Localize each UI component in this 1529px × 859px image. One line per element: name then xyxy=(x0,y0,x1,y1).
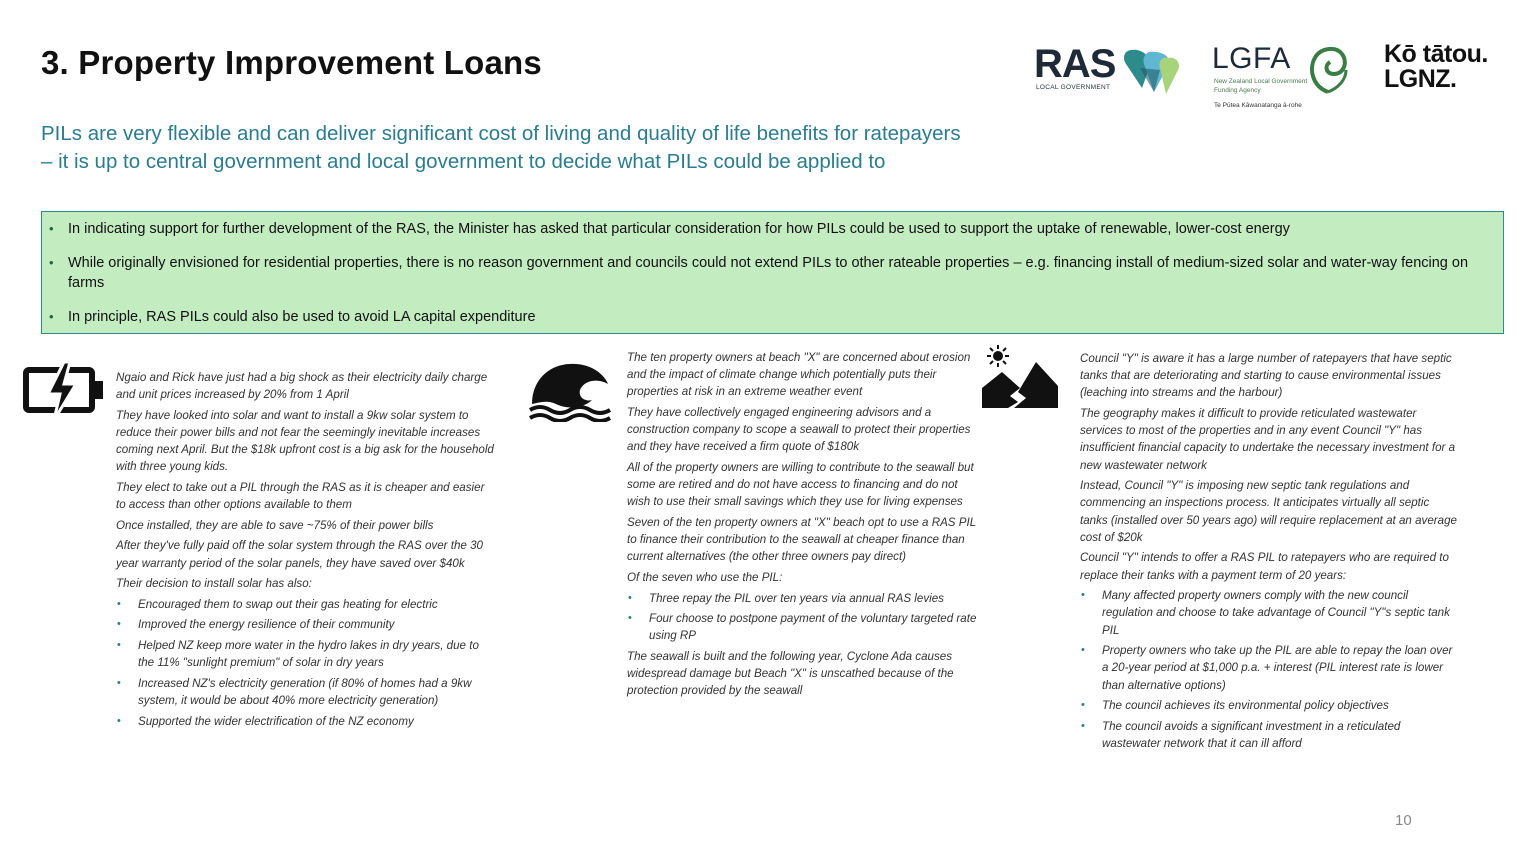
list-item: • Encouraged them to swap out their gas heating for electric xyxy=(138,596,496,613)
partner-logos xyxy=(1030,38,1510,118)
lgnz-logo xyxy=(1384,42,1488,92)
case-paragraph: They have looked into solar and want to install a 9kw solar system to reduce their power bills and not fear the seemingly inevitable increases coming next April. But the $18k upfront cost is a big ask for the household with three young kids. xyxy=(116,408,494,474)
key-points-box xyxy=(41,211,1504,334)
subtitle-line-2: – it is up to central government and local government to decide what PILs could be applied to xyxy=(41,150,886,173)
page-number: 10 xyxy=(1395,812,1412,829)
ras-logo-word: RAS xyxy=(1034,42,1116,86)
list-item: • Improved the energy resilience of their community xyxy=(138,616,496,633)
landscape-sun-icon xyxy=(980,344,1062,410)
key-point: • While originally envisioned for residential properties, there is no reason government and councils could not extend PILs to other rateable properties – e.g. financing install of medium-sized solar and water-way fencing on farms xyxy=(68,253,1489,293)
case-paragraph: Instead, Council "Y" is imposing new septic tank regulations and commencing an inspections process. It anticipates virtually all septic tanks (installed over 50 years ago) will require replacement at an average cost of $20k xyxy=(1080,479,1457,544)
case-paragraph: They have collectively engaged engineering advisors and a construction company to scope a seawall to protect their properties and they have received a firm quote of $180k xyxy=(627,406,971,454)
list-item: • Increased NZ's electricity generation (if 80% of homes had a 9kw system, it would be about 40% more electricity generation) xyxy=(138,675,496,709)
key-point: • In indicating support for further development of the RAS, the Minister has asked that particular consideration for how PILs could be used to support the uptake of renewable, lower-cost energy xyxy=(68,219,1489,239)
case-bullet-list xyxy=(1080,587,1460,752)
lgfa-logo-maori: Te Pūtea Kāwanatanga ā-rohe xyxy=(1214,102,1302,109)
subtitle-line-1: PILs are very flexible and can deliver significant cost of living and quality of life benefits for ratepayers xyxy=(41,122,961,145)
case-paragraph: Seven of the ten property owners at "X" beach opt to use a RAS PIL to finance their contribution to the seawall at cheaper finance than current alternatives (the other three owners pay direct) xyxy=(627,516,976,564)
key-points-list xyxy=(68,219,1489,327)
ras-hearts-icon xyxy=(1120,48,1182,98)
lgfa-logo-subtitle: New Zealand Local Government Funding Agency xyxy=(1214,78,1308,94)
lgfa-logo xyxy=(1212,42,1362,112)
case-paragraph: Their decision to install solar has also: xyxy=(116,577,312,591)
lgfa-logo-word: LGFA xyxy=(1212,42,1291,75)
page-title: 3. Property Improvement Loans xyxy=(41,44,542,81)
case-paragraph: The ten property owners at beach "X" are concerned about erosion and the impact of climate change which potentially puts their properties at risk in an extreme weather event xyxy=(627,351,971,399)
case-study-septic xyxy=(1080,350,1460,756)
fern-koru-icon xyxy=(1306,42,1350,96)
case-paragraph: Council "Y" intends to offer a RAS PIL to ratepayers who are required to replace their tanks with a payment term of 20 years: xyxy=(1080,551,1449,582)
list-item: • The council achieves its environmental policy objectives xyxy=(1102,697,1460,714)
case-study-solar xyxy=(116,369,496,733)
case-paragraph: Ngaio and Rick have just had a big shock as their electricity daily charge and unit prices increased by 20% from 1 April xyxy=(116,371,488,402)
case-paragraph: All of the property owners are willing to contribute to the seawall but some are retired and do not have access to financing and do not wish to use their small savings which they use for living expenses xyxy=(627,461,974,509)
case-bullet-list xyxy=(627,590,977,645)
list-item: • Four choose to postpone payment of the voluntary targeted rate using RP xyxy=(649,610,977,644)
list-item: • Property owners who take up the PIL are able to repay the loan over a 20-year period at $1,000 p.a. + interest (PIL interest rate is lower than alternative options) xyxy=(1102,642,1460,694)
case-study-seawall xyxy=(627,349,977,703)
page-subtitle xyxy=(41,120,1101,176)
ras-logo xyxy=(1034,42,1184,102)
case-paragraph: The geography makes it difficult to provide reticulated wastewater services to most of the properties and in any event Council "Y" has insufficient financial capacity to undertake the necessary investment for a new wastewater network xyxy=(1080,407,1456,472)
list-item: • The council avoids a significant investment in a reticulated wastewater network that it can ill afford xyxy=(1102,718,1460,752)
list-item: • Supported the wider electrification of the NZ economy xyxy=(138,713,496,730)
lgnz-logo-line2: LGNZ. xyxy=(1384,65,1457,93)
case-paragraph: The seawall is built and the following year, Cyclone Ada causes widespread damage but Beach "X" is unscathed because of the protection provided by the seawall xyxy=(627,649,954,698)
battery-charging-icon xyxy=(22,362,106,420)
case-paragraph: Once installed, they are able to save ~75% of their power bills xyxy=(116,518,434,532)
ocean-wave-icon xyxy=(528,360,614,422)
list-item: • Three repay the PIL over ten years via annual RAS levies xyxy=(649,590,977,607)
key-point: • In principle, RAS PILs could also be used to avoid LA capital expenditure xyxy=(68,307,1489,327)
case-paragraph: They elect to take out a PIL through the RAS as it is cheaper and easier to access than other options available to them xyxy=(116,481,485,512)
case-paragraph: Council "Y" is aware it has a large number of ratepayers that have septic tanks that are deteriorating and starting to cause environmental issues (leaching into streams and the harbour) xyxy=(1080,352,1452,400)
case-bullet-list xyxy=(116,596,496,730)
lgnz-logo-line1: Kō tātou. xyxy=(1384,40,1488,68)
list-item: • Helped NZ keep more water in the hydro lakes in dry years, due to the 11% "sunlight premium" of solar in dry years xyxy=(138,637,496,671)
list-item: • Many affected property owners comply with the new council regulation and choose to take advantage of Council "Y"s septic tank PIL xyxy=(1102,587,1460,639)
ras-logo-subtitle: LOCAL GOVERNMENT xyxy=(1036,84,1111,91)
case-paragraph: Of the seven who use the PIL: xyxy=(627,571,783,584)
case-paragraph: After they've fully paid off the solar system through the RAS over the 30 year warranty period of the solar panels, they have saved over $40k xyxy=(116,539,483,570)
